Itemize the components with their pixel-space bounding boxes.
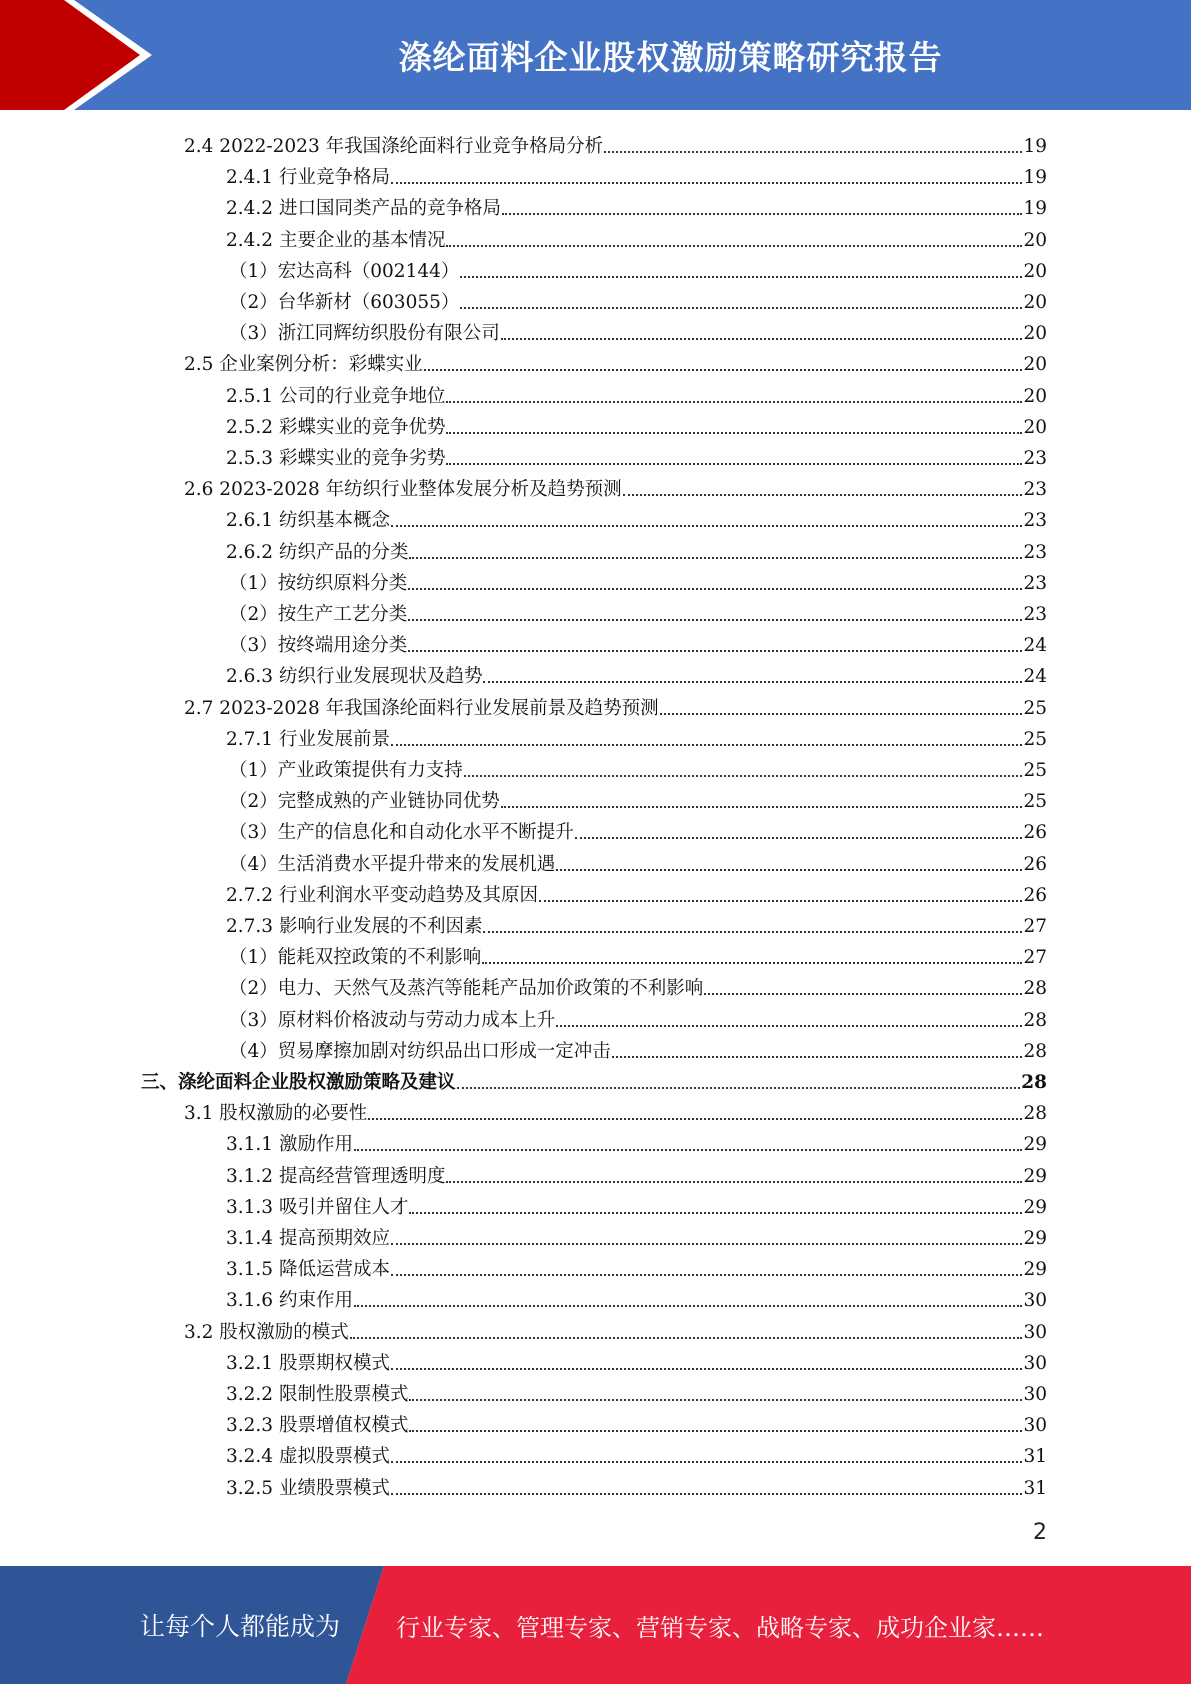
toc-leader-dots bbox=[483, 681, 1022, 683]
toc-entry[interactable] bbox=[184, 1313, 1047, 1344]
toc-entry-title: 2.5.2 彩蝶实业的竞争优势 bbox=[226, 416, 446, 438]
toc-entry-title: （2）台华新材（603055） bbox=[229, 292, 460, 313]
toc-entry-page: 19 bbox=[1023, 136, 1047, 157]
toc-entry-title: 2.5.3 彩蝶实业的竞争劣势 bbox=[226, 448, 446, 469]
toc-entry-page: 27 bbox=[1023, 947, 1047, 969]
toc-entry-title: 3.2.5 业绩股票模式 bbox=[226, 1477, 390, 1499]
toc-leader-dots bbox=[409, 557, 1022, 559]
toc-entry-page: 29 bbox=[1023, 1165, 1047, 1187]
toc-leader-dots bbox=[408, 588, 1022, 590]
toc-entry-page: 30 bbox=[1023, 1321, 1047, 1343]
toc-entry-title: 3.2.2 限制性股票模式 bbox=[226, 1384, 409, 1405]
toc-leader-dots bbox=[501, 338, 1023, 340]
toc-entry-page: 26 bbox=[1023, 884, 1047, 906]
toc-entry-title: 2.5 企业案例分析：彩蝶实业 bbox=[184, 354, 423, 376]
toc-leader-dots bbox=[409, 1399, 1022, 1401]
toc-leader-dots bbox=[660, 713, 1023, 715]
toc-entry-page: 25 bbox=[1023, 760, 1047, 781]
toc-leader-dots bbox=[457, 1087, 1021, 1089]
toc-leader-dots bbox=[409, 1212, 1022, 1214]
toc-entry-title: 三、涤纶面料企业股权激励策略及建议 bbox=[141, 1072, 456, 1093]
toc-leader-dots bbox=[408, 619, 1022, 621]
toc-entry[interactable] bbox=[226, 1188, 1047, 1219]
toc-leader-dots bbox=[446, 245, 1022, 247]
toc-entry-title: （2）电力、天然气及蒸汽等能耗产品加价政策的不利影响 bbox=[229, 978, 704, 1000]
toc-entry-title: （2）按生产工艺分类 bbox=[229, 604, 408, 625]
toc-entry[interactable] bbox=[229, 845, 1047, 876]
toc-entry[interactable] bbox=[226, 408, 1047, 439]
report-footer bbox=[0, 1566, 1191, 1684]
toc-entry[interactable] bbox=[229, 1032, 1047, 1063]
toc-entry-title: 2.5.1 公司的行业竞争地位 bbox=[226, 385, 446, 407]
toc-entry-page: 20 bbox=[1023, 229, 1047, 251]
toc-leader-dots bbox=[575, 837, 1023, 839]
toc-entry[interactable] bbox=[229, 969, 1047, 1000]
toc-entry[interactable] bbox=[226, 1281, 1047, 1312]
toc-entry[interactable] bbox=[226, 439, 1047, 470]
page-number: 2 bbox=[1033, 1520, 1047, 1545]
toc-entry-page: 27 bbox=[1023, 916, 1047, 937]
toc-leader-dots bbox=[464, 775, 1023, 777]
toc-leader-dots bbox=[460, 307, 1022, 309]
toc-leader-dots bbox=[483, 931, 1022, 933]
toc-entry-title: 2.4.2 主要企业的基本情况 bbox=[226, 229, 446, 251]
toc-entry-page: 25 bbox=[1023, 697, 1047, 719]
toc-entry-page: 29 bbox=[1023, 1259, 1047, 1281]
toc-entry-title: 2.7.2 行业利润水平变动趋势及其原因 bbox=[226, 884, 538, 906]
toc-leader-dots bbox=[556, 869, 1022, 871]
toc-leader-dots bbox=[502, 213, 1022, 215]
toc-entry-page: 30 bbox=[1023, 1384, 1047, 1405]
toc-entry-page: 19 bbox=[1023, 198, 1047, 220]
toc-leader-dots bbox=[391, 1368, 1022, 1370]
toc-entry[interactable] bbox=[226, 876, 1047, 907]
toc-leader-dots bbox=[391, 525, 1022, 527]
toc-entry-title: 3.2.3 股票增值权模式 bbox=[226, 1415, 409, 1437]
toc-entry-page: 28 bbox=[1021, 1072, 1047, 1093]
toc-leader-dots bbox=[482, 962, 1022, 964]
toc-leader-dots bbox=[391, 744, 1022, 746]
toc-entry-title: 2.7 2023-2028 年我国涤纶面料行业发展前景及趋势预测 bbox=[184, 697, 659, 719]
toc-entry-page: 25 bbox=[1023, 728, 1047, 750]
toc-entry-title: 2.7.3 影响行业发展的不利因素 bbox=[226, 916, 483, 937]
toc-entry-page: 30 bbox=[1023, 1415, 1047, 1437]
toc-entry-page: 29 bbox=[1023, 1228, 1047, 1249]
toc-entry-page: 28 bbox=[1023, 1040, 1047, 1062]
toc-entry[interactable] bbox=[226, 221, 1047, 252]
toc-entry[interactable] bbox=[226, 1125, 1047, 1156]
toc-entry[interactable] bbox=[184, 470, 1047, 501]
toc-entry-page: 24 bbox=[1023, 666, 1047, 688]
toc-entry-title: 3.2 股权激励的模式 bbox=[184, 1321, 349, 1343]
toc-entry[interactable] bbox=[229, 252, 1047, 283]
toc-entry-title: （4）生活消费水平提升带来的发展机遇 bbox=[229, 853, 556, 875]
toc-entry-title: 3.1.1 激励作用 bbox=[226, 1134, 353, 1156]
toc-entry-title: （3）原材料价格波动与劳动力成本上升 bbox=[229, 1009, 556, 1031]
toc-entry-title: （4）贸易摩擦加剧对纺织品出口形成一定冲击 bbox=[229, 1040, 611, 1062]
toc-entry[interactable] bbox=[226, 189, 1047, 220]
toc-leader-dots bbox=[446, 1181, 1022, 1183]
toc-entry[interactable] bbox=[141, 1063, 1047, 1094]
toc-entry-title: 3.1.5 降低运营成本 bbox=[226, 1259, 390, 1281]
toc-leader-dots bbox=[409, 1430, 1022, 1432]
toc-entry-title: 3.1.4 提高预期效应 bbox=[226, 1228, 390, 1249]
toc-entry-title: 2.4.1 行业竞争格局 bbox=[226, 167, 390, 189]
toc-entry-page: 23 bbox=[1023, 479, 1047, 501]
toc-entry-title: 3.2.1 股票期权模式 bbox=[226, 1352, 390, 1374]
toc-entry-title: 2.6.2 纺织产品的分类 bbox=[226, 541, 409, 563]
toc-leader-dots bbox=[391, 1493, 1022, 1495]
toc-entry-page: 25 bbox=[1023, 791, 1047, 813]
toc-entry-title: 2.7.1 行业发展前景 bbox=[226, 728, 390, 750]
report-header bbox=[0, 0, 1191, 110]
toc-entry[interactable] bbox=[229, 564, 1047, 595]
toc-leader-dots bbox=[446, 401, 1022, 403]
toc-entry[interactable] bbox=[229, 938, 1047, 969]
toc-leader-dots bbox=[539, 900, 1022, 902]
toc-entry-page: 20 bbox=[1023, 416, 1047, 438]
toc-entry[interactable] bbox=[184, 345, 1047, 376]
toc-entry[interactable] bbox=[226, 377, 1047, 408]
toc-entry[interactable] bbox=[184, 127, 1047, 158]
toc-entry-page: 29 bbox=[1023, 1134, 1047, 1156]
toc-leader-dots bbox=[556, 1025, 1022, 1027]
toc-entry-title: （3）生产的信息化和自动化水平不断提升 bbox=[229, 822, 574, 844]
toc-leader-dots bbox=[612, 1056, 1023, 1058]
toc-entry[interactable] bbox=[229, 626, 1047, 657]
toc-entry-title: 2.6.3 纺织行业发展现状及趋势 bbox=[226, 666, 483, 688]
toc-entry[interactable] bbox=[226, 1219, 1047, 1250]
toc-entry[interactable] bbox=[226, 720, 1047, 751]
toc-entry-title: 3.2.4 虚拟股票模式 bbox=[226, 1446, 390, 1468]
toc-entry-page: 20 bbox=[1023, 260, 1047, 282]
toc-entry[interactable] bbox=[226, 1157, 1047, 1188]
toc-leader-dots bbox=[350, 1337, 1023, 1339]
toc-leader-dots bbox=[391, 1274, 1022, 1276]
toc-entry-page: 29 bbox=[1023, 1196, 1047, 1218]
toc-entry[interactable] bbox=[226, 158, 1047, 189]
footer-slogan-right: 行业专家、管理专家、营销专家、战略专家、成功企业家…… bbox=[396, 1613, 1044, 1642]
toc-leader-dots bbox=[391, 1461, 1022, 1463]
toc-leader-dots bbox=[424, 369, 1023, 371]
toc-entry-page: 23 bbox=[1023, 541, 1047, 563]
toc-entry-page: 24 bbox=[1023, 635, 1047, 657]
toc-entry-title: 2.6.1 纺织基本概念 bbox=[226, 510, 390, 532]
toc-leader-dots bbox=[354, 1149, 1023, 1151]
toc-entry-title: 3.1 股权激励的必要性 bbox=[184, 1103, 368, 1125]
toc-entry[interactable] bbox=[226, 1344, 1047, 1375]
toc-leader-dots bbox=[391, 1243, 1022, 1245]
toc-entry-page: 20 bbox=[1023, 385, 1047, 407]
toc-entry-page: 23 bbox=[1023, 448, 1047, 469]
toc-entry-title: （1）宏达高科（002144） bbox=[229, 260, 460, 282]
toc-leader-dots bbox=[391, 182, 1022, 184]
toc-entry-page: 20 bbox=[1023, 292, 1047, 313]
toc-entry-page: 31 bbox=[1023, 1446, 1047, 1468]
toc-leader-dots bbox=[704, 993, 1022, 995]
report-title: 涤纶面料企业股权激励策略研究报告 bbox=[398, 37, 943, 77]
footer-slogan-left: 让每个人都能成为 bbox=[140, 1612, 341, 1641]
toc-entry-page: 26 bbox=[1023, 853, 1047, 875]
toc-entry-page: 23 bbox=[1023, 572, 1047, 594]
toc-entry[interactable] bbox=[184, 1094, 1047, 1125]
toc-entry-title: （1）产业政策提供有力支持 bbox=[229, 760, 463, 781]
toc-entry-page: 28 bbox=[1023, 1103, 1047, 1125]
toc-entry[interactable] bbox=[229, 1001, 1047, 1032]
toc-entry[interactable] bbox=[229, 595, 1047, 626]
toc-leader-dots bbox=[501, 806, 1023, 808]
toc-entry[interactable] bbox=[229, 751, 1047, 782]
toc-entry[interactable] bbox=[229, 314, 1047, 345]
toc-entry-page: 30 bbox=[1023, 1352, 1047, 1374]
toc-leader-dots bbox=[408, 650, 1022, 652]
toc-leader-dots bbox=[604, 151, 1022, 153]
toc-entry[interactable] bbox=[229, 813, 1047, 844]
toc-entry-title: 2.4 2022-2023 年我国涤纶面料行业竞争格局分析 bbox=[184, 136, 604, 157]
toc-entry-page: 19 bbox=[1023, 167, 1047, 189]
toc-entry-page: 30 bbox=[1023, 1290, 1047, 1312]
toc-entry-title: （3）按终端用途分类 bbox=[229, 635, 408, 657]
toc-leader-dots bbox=[623, 494, 1023, 496]
toc-leader-dots bbox=[368, 1118, 1022, 1120]
toc-entry[interactable] bbox=[226, 533, 1047, 564]
toc-entry[interactable] bbox=[226, 1375, 1047, 1406]
toc-entry-page: 26 bbox=[1023, 822, 1047, 844]
toc-entry[interactable] bbox=[229, 283, 1047, 314]
toc-entry[interactable] bbox=[226, 1469, 1047, 1500]
toc-entry-title: （3）浙江同辉纺织股份有限公司 bbox=[229, 323, 500, 345]
toc-entry-title: （2）完整成熟的产业链协同优势 bbox=[229, 791, 500, 813]
toc-entry-title: 3.1.2 提高经营管理透明度 bbox=[226, 1165, 446, 1187]
toc-leader-dots bbox=[354, 1305, 1023, 1307]
toc-entry[interactable] bbox=[226, 657, 1047, 688]
toc-leader-dots bbox=[460, 276, 1022, 278]
toc-entry-page: 20 bbox=[1023, 323, 1047, 345]
toc-entry-title: 2.4.2 进口国同类产品的竞争格局 bbox=[226, 198, 501, 220]
toc-leader-dots bbox=[446, 432, 1022, 434]
toc-entry-title: 3.1.6 约束作用 bbox=[226, 1290, 353, 1312]
toc-entry-page: 31 bbox=[1023, 1477, 1047, 1499]
toc-entry[interactable] bbox=[184, 689, 1047, 720]
toc-entry[interactable] bbox=[229, 782, 1047, 813]
toc-entry[interactable] bbox=[226, 907, 1047, 938]
toc-entry-page: 23 bbox=[1023, 604, 1047, 625]
toc-entry[interactable] bbox=[226, 1250, 1047, 1281]
toc-entry-page: 20 bbox=[1023, 354, 1047, 376]
toc-entry[interactable] bbox=[226, 1406, 1047, 1437]
toc-leader-dots bbox=[446, 463, 1022, 465]
toc-entry-title: （1）按纺织原料分类 bbox=[229, 572, 408, 594]
toc-entry-page: 28 bbox=[1023, 1009, 1047, 1031]
toc-entry-title: 2.6 2023-2028 年纺织行业整体发展分析及趋势预测 bbox=[184, 479, 622, 501]
toc-entry-title: 3.1.3 吸引并留住人才 bbox=[226, 1196, 409, 1218]
toc-entry-page: 23 bbox=[1023, 510, 1047, 532]
toc-entry-title: （1）能耗双控政策的不利影响 bbox=[229, 947, 482, 969]
toc-entry[interactable] bbox=[226, 501, 1047, 532]
toc-entry[interactable] bbox=[226, 1437, 1047, 1468]
toc-entry-page: 28 bbox=[1023, 978, 1047, 1000]
